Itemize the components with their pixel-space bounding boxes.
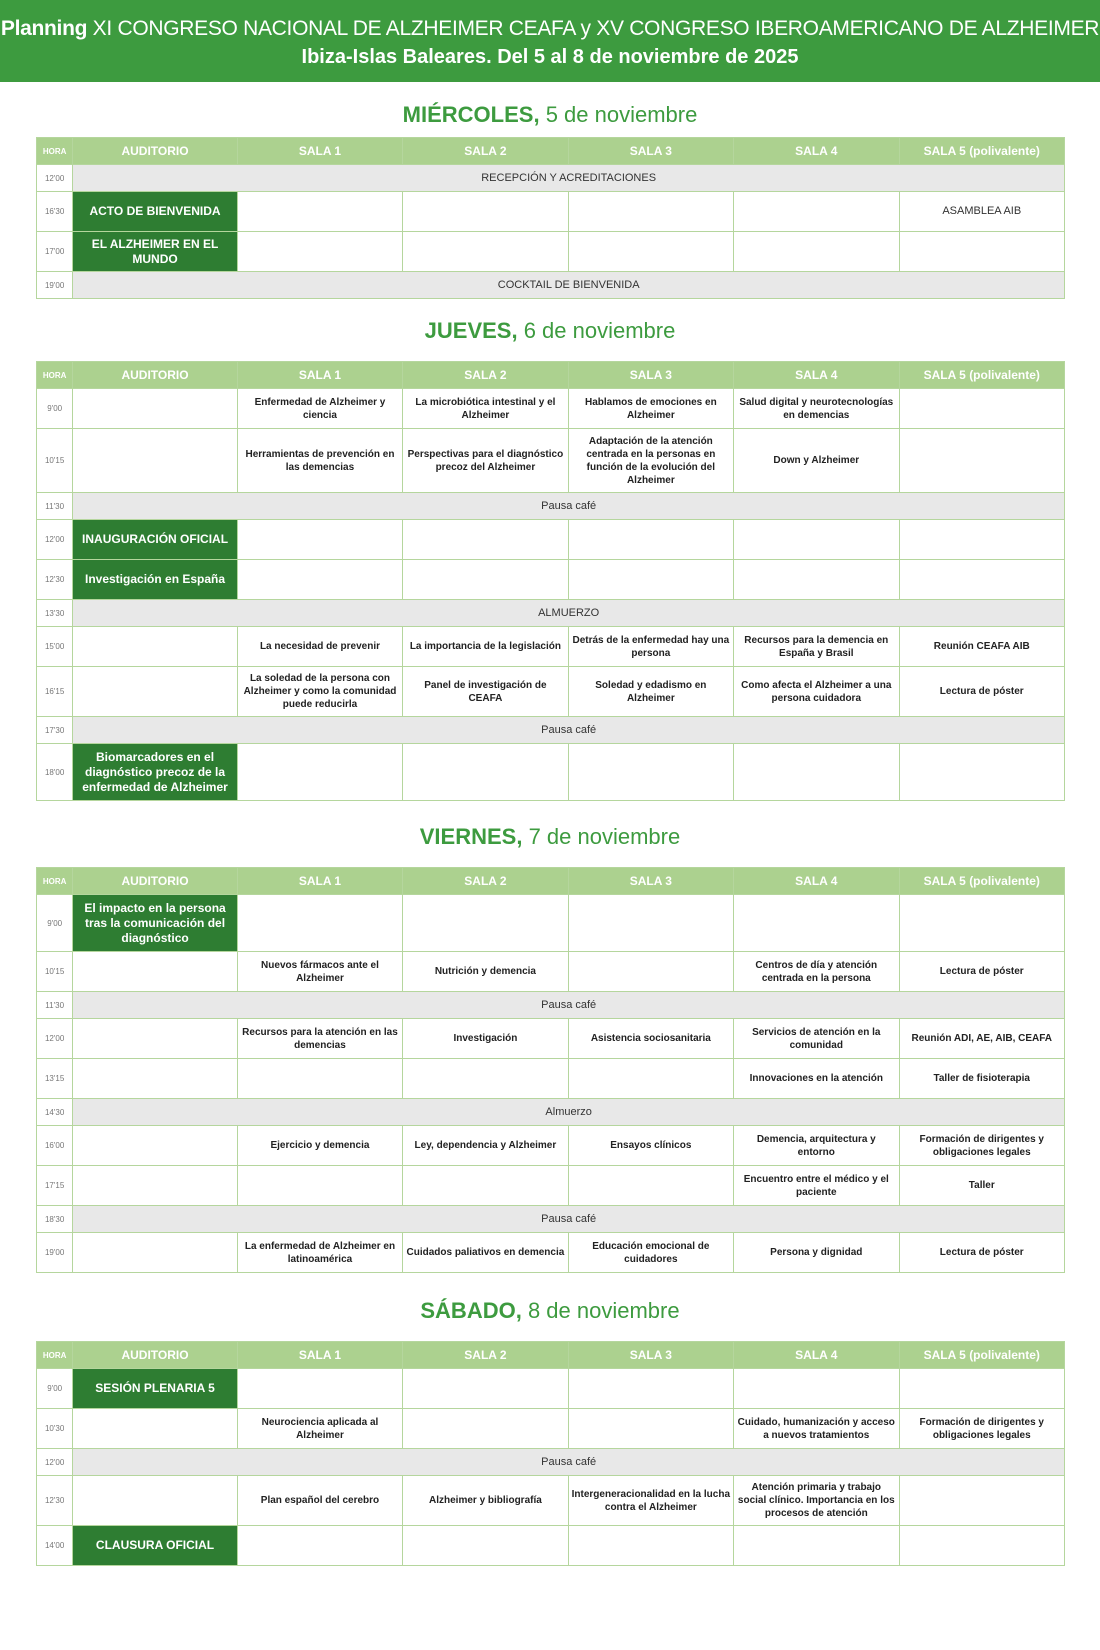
session-cell: Lectura de póster: [899, 1233, 1065, 1273]
day-title: [0, 101, 1100, 129]
day-title: [0, 1297, 1100, 1325]
time-cell: 12'00: [37, 520, 73, 560]
session-cell: Salud digital y neurotecnologías en demencias: [734, 389, 899, 429]
time-cell: 14'30: [37, 1099, 73, 1126]
session-cell: Nuevos fármacos ante el Alzheimer: [237, 952, 402, 992]
empty-cell: [899, 560, 1065, 600]
break-cell: RECEPCIÓN Y ACREDITACIONES: [73, 165, 1065, 192]
auditorio-session: EL ALZHEIMER EN EL MUNDO: [73, 232, 237, 272]
session-cell: Recursos para la demencia en España y Brasil: [734, 627, 899, 667]
session-cell: Taller de fisioterapia: [899, 1059, 1065, 1099]
empty-cell: [899, 1369, 1065, 1409]
empty-cell: [237, 1526, 402, 1566]
column-header: SALA 3: [568, 1342, 733, 1369]
column-header: SALA 2: [403, 138, 568, 165]
empty-cell: [403, 1526, 568, 1566]
session-cell: Centros de día y atención centrada en la persona: [734, 952, 899, 992]
empty-cell: [403, 192, 568, 232]
time-cell: 19'00: [37, 272, 73, 299]
day-date: 8 de noviembre: [527, 1298, 680, 1323]
auditorio-session: Investigación en España: [73, 560, 237, 600]
empty-cell: [237, 560, 402, 600]
break-cell: Pausa café: [73, 992, 1065, 1019]
column-header: SALA 1: [237, 138, 402, 165]
column-header: SALA 3: [568, 868, 733, 895]
day-date: 6 de noviembre: [523, 318, 676, 343]
session-cell: Soledad y edadismo en Alzheimer: [568, 667, 733, 717]
time-cell: 18'30: [37, 1206, 73, 1233]
column-header: SALA 5 (polivalente): [899, 868, 1065, 895]
empty-cell: [403, 895, 568, 952]
empty-cell: [734, 1369, 899, 1409]
time-cell: 10'30: [37, 1409, 73, 1449]
session-cell: Recursos para la atención en las demencias: [237, 1019, 402, 1059]
session-cell: Reunión CEAFA AIB: [899, 627, 1065, 667]
empty-cell: [403, 232, 568, 272]
day-date: 7 de noviembre: [528, 824, 681, 849]
time-cell: 13'15: [37, 1059, 73, 1099]
empty-cell: [237, 744, 402, 801]
column-header: SALA 2: [403, 1342, 568, 1369]
session-cell: ASAMBLEA AIB: [899, 192, 1065, 232]
empty-cell: [73, 1126, 237, 1166]
auditorio-session: SESIÓN PLENARIA 5: [73, 1369, 237, 1409]
session-row: [37, 520, 1065, 560]
column-header: SALA 3: [568, 362, 733, 389]
empty-cell: [734, 232, 899, 272]
column-header-row: [37, 138, 1065, 165]
column-header: SALA 1: [237, 362, 402, 389]
empty-cell: [403, 1409, 568, 1449]
session-cell: Ensayos clínicos: [568, 1126, 733, 1166]
time-cell: 18'00: [37, 744, 73, 801]
empty-cell: [403, 560, 568, 600]
session-row: [37, 560, 1065, 600]
session-row: [37, 952, 1065, 992]
time-cell: 9'00: [37, 1369, 73, 1409]
column-header: SALA 1: [237, 1342, 402, 1369]
column-header: SALA 1: [237, 868, 402, 895]
column-header: SALA 5 (polivalente): [899, 1342, 1065, 1369]
empty-cell: [899, 1526, 1065, 1566]
column-header: HORA: [37, 1342, 73, 1369]
session-cell: Atención primaria y trabajo social clínico. Importancia en los procesos de atención: [734, 1476, 899, 1526]
break-row: [37, 1206, 1065, 1233]
empty-cell: [568, 744, 733, 801]
session-cell: Detrás de la enfermedad hay una persona: [568, 627, 733, 667]
time-cell: 13'30: [37, 600, 73, 627]
session-cell: Formación de dirigentes y obligaciones legales: [899, 1409, 1065, 1449]
column-header: SALA 3: [568, 138, 733, 165]
day-name: VIERNES,: [419, 824, 523, 849]
auditorio-session: ACTO DE BIENVENIDA: [73, 192, 237, 232]
session-cell: La necesidad de prevenir: [237, 627, 402, 667]
time-cell: 17'00: [37, 232, 73, 272]
auditorio-session: CLAUSURA OFICIAL: [73, 1526, 237, 1566]
session-cell: Adaptación de la atención centrada en la personas en función de la evolución del Alzheimer: [568, 429, 733, 493]
empty-cell: [73, 1166, 237, 1206]
empty-cell: [568, 232, 733, 272]
column-header: SALA 2: [403, 868, 568, 895]
empty-cell: [73, 1019, 237, 1059]
session-row: [37, 429, 1065, 493]
empty-cell: [568, 1369, 733, 1409]
session-cell: Asistencia sociosanitaria: [568, 1019, 733, 1059]
time-cell: 16'15: [37, 667, 73, 717]
empty-cell: [734, 520, 899, 560]
empty-cell: [568, 895, 733, 952]
time-cell: 19'00: [37, 1233, 73, 1273]
day-name: MIÉRCOLES,: [402, 102, 540, 127]
empty-cell: [568, 1166, 733, 1206]
session-cell: Herramientas de prevención en las demencias: [237, 429, 402, 493]
empty-cell: [403, 1369, 568, 1409]
empty-cell: [568, 1526, 733, 1566]
column-header: HORA: [37, 138, 73, 165]
empty-cell: [568, 1059, 733, 1099]
session-row: [37, 1409, 1065, 1449]
session-cell: La enfermedad de Alzheimer en latinoamérica: [237, 1233, 402, 1273]
auditorio-session: Biomarcadores en el diagnóstico precoz de la enfermedad de Alzheimer: [73, 744, 237, 801]
session-row: [37, 627, 1065, 667]
session-cell: Educación emocional de cuidadores: [568, 1233, 733, 1273]
session-row: [37, 1126, 1065, 1166]
session-cell: Ejercicio y demencia: [237, 1126, 402, 1166]
planning-label: Planning: [0, 17, 88, 40]
break-row: [37, 165, 1065, 192]
empty-cell: [73, 1233, 237, 1273]
empty-cell: [73, 952, 237, 992]
empty-cell: [568, 952, 733, 992]
column-header: SALA 5 (polivalente): [899, 362, 1065, 389]
break-row: [37, 1099, 1065, 1126]
session-row: [37, 1369, 1065, 1409]
day-name: SÁBADO,: [420, 1298, 522, 1323]
empty-cell: [568, 1409, 733, 1449]
empty-cell: [403, 1166, 568, 1206]
session-cell: Formación de dirigentes y obligaciones legales: [899, 1126, 1065, 1166]
column-header: AUDITORIO: [73, 362, 237, 389]
empty-cell: [73, 1409, 237, 1449]
column-header: SALA 4: [734, 362, 899, 389]
session-row: [37, 1526, 1065, 1566]
session-row: [37, 232, 1065, 272]
session-cell: Intergeneracionalidad en la lucha contra el Alzheimer: [568, 1476, 733, 1526]
empty-cell: [237, 192, 402, 232]
empty-cell: [734, 192, 899, 232]
time-cell: 16'00: [37, 1126, 73, 1166]
empty-cell: [237, 895, 402, 952]
time-cell: 16'30: [37, 192, 73, 232]
empty-cell: [899, 1476, 1065, 1526]
empty-cell: [237, 520, 402, 560]
session-row: [37, 192, 1065, 232]
auditorio-session: El impacto en la persona tras la comunicación del diagnóstico: [73, 895, 237, 952]
empty-cell: [568, 560, 733, 600]
empty-cell: [73, 389, 237, 429]
empty-cell: [73, 1059, 237, 1099]
session-cell: Reunión ADI, AE, AIB, CEAFA: [899, 1019, 1065, 1059]
session-cell: Investigación: [403, 1019, 568, 1059]
break-cell: ALMUERZO: [73, 600, 1065, 627]
session-cell: Demencia, arquitectura y entorno: [734, 1126, 899, 1166]
column-header: AUDITORIO: [73, 138, 237, 165]
column-header: HORA: [37, 868, 73, 895]
session-cell: Cuidados paliativos en demencia: [403, 1233, 568, 1273]
time-cell: 9'00: [37, 389, 73, 429]
session-cell: La importancia de la legislación: [403, 627, 568, 667]
break-cell: Pausa café: [73, 1449, 1065, 1476]
session-cell: La soledad de la persona con Alzheimer y como la comunidad puede reducirla: [237, 667, 402, 717]
break-cell: Pausa café: [73, 1206, 1065, 1233]
session-cell: Ley, dependencia y Alzheimer: [403, 1126, 568, 1166]
congress-subtitle: Ibiza-Islas Baleares. Del 5 al 8 de noviembre de 2025: [301, 46, 799, 68]
time-cell: 10'15: [37, 952, 73, 992]
break-row: [37, 600, 1065, 627]
session-cell: Persona y dignidad: [734, 1233, 899, 1273]
time-cell: 17'15: [37, 1166, 73, 1206]
break-cell: Almuerzo: [73, 1099, 1065, 1126]
empty-cell: [403, 520, 568, 560]
schedule-table: [36, 137, 1065, 299]
empty-cell: [734, 560, 899, 600]
column-header-row: [37, 868, 1065, 895]
session-cell: La microbiótica intestinal y el Alzheimer: [403, 389, 568, 429]
empty-cell: [237, 1059, 402, 1099]
header-title-line: [0, 16, 1100, 42]
column-header: SALA 4: [734, 138, 899, 165]
session-row: [37, 1019, 1065, 1059]
day-date: 5 de noviembre: [545, 102, 698, 127]
empty-cell: [237, 232, 402, 272]
empty-cell: [73, 429, 237, 493]
day-title: [0, 823, 1100, 851]
time-cell: 9'00: [37, 895, 73, 952]
time-cell: 12'30: [37, 1476, 73, 1526]
session-row: [37, 389, 1065, 429]
break-row: [37, 493, 1065, 520]
time-cell: 12'00: [37, 165, 73, 192]
page-header: [0, 0, 1100, 82]
session-cell: Alzheimer y bibliografía: [403, 1476, 568, 1526]
time-cell: 17'30: [37, 717, 73, 744]
session-cell: Lectura de póster: [899, 952, 1065, 992]
schedule-table: [36, 361, 1065, 801]
column-header: AUDITORIO: [73, 868, 237, 895]
time-cell: 12'00: [37, 1449, 73, 1476]
time-cell: 11'30: [37, 992, 73, 1019]
empty-cell: [899, 744, 1065, 801]
session-row: [37, 1166, 1065, 1206]
session-row: [37, 667, 1065, 717]
session-cell: Hablamos de emociones en Alzheimer: [568, 389, 733, 429]
break-row: [37, 992, 1065, 1019]
empty-cell: [899, 895, 1065, 952]
session-row: [37, 1233, 1065, 1273]
column-header-row: [37, 1342, 1065, 1369]
session-row: [37, 1476, 1065, 1526]
empty-cell: [734, 1526, 899, 1566]
break-row: [37, 1449, 1065, 1476]
empty-cell: [73, 627, 237, 667]
column-header: HORA: [37, 362, 73, 389]
empty-cell: [568, 520, 733, 560]
empty-cell: [73, 667, 237, 717]
break-cell: COCKTAIL DE BIENVENIDA: [73, 272, 1065, 299]
time-cell: 11'30: [37, 493, 73, 520]
session-cell: Down y Alzheimer: [734, 429, 899, 493]
session-cell: Lectura de póster: [899, 667, 1065, 717]
column-header: SALA 4: [734, 868, 899, 895]
time-cell: 14'00: [37, 1526, 73, 1566]
session-cell: Perspectivas para el diagnóstico precoz del Alzheimer: [403, 429, 568, 493]
session-cell: Enfermedad de Alzheimer y ciencia: [237, 389, 402, 429]
empty-cell: [734, 895, 899, 952]
empty-cell: [899, 232, 1065, 272]
session-row: [37, 895, 1065, 952]
time-cell: 10'15: [37, 429, 73, 493]
empty-cell: [403, 1059, 568, 1099]
empty-cell: [568, 192, 733, 232]
column-header-row: [37, 362, 1065, 389]
session-cell: Innovaciones en la atención: [734, 1059, 899, 1099]
break-cell: Pausa café: [73, 717, 1065, 744]
empty-cell: [899, 389, 1065, 429]
session-cell: Cuidado, humanización y acceso a nuevos tratamientos: [734, 1409, 899, 1449]
empty-cell: [237, 1369, 402, 1409]
time-cell: 15'00: [37, 627, 73, 667]
session-cell: Servicios de atención en la comunidad: [734, 1019, 899, 1059]
session-cell: Encuentro entre el médico y el paciente: [734, 1166, 899, 1206]
session-cell: Panel de investigación de CEAFA: [403, 667, 568, 717]
empty-cell: [73, 1476, 237, 1526]
session-cell: Taller: [899, 1166, 1065, 1206]
time-cell: 12'00: [37, 1019, 73, 1059]
empty-cell: [899, 520, 1065, 560]
break-row: [37, 272, 1065, 299]
day-title: [0, 317, 1100, 345]
column-header: SALA 4: [734, 1342, 899, 1369]
session-cell: Neurociencia aplicada al Alzheimer: [237, 1409, 402, 1449]
column-header: SALA 2: [403, 362, 568, 389]
empty-cell: [403, 744, 568, 801]
auditorio-session: INAUGURACIÓN OFICIAL: [73, 520, 237, 560]
empty-cell: [734, 744, 899, 801]
empty-cell: [237, 1166, 402, 1206]
break-cell: Pausa café: [73, 493, 1065, 520]
schedule-table: [36, 867, 1065, 1273]
column-header: AUDITORIO: [73, 1342, 237, 1369]
session-cell: Nutrición y demencia: [403, 952, 568, 992]
session-cell: Plan español del cerebro: [237, 1476, 402, 1526]
session-row: [37, 1059, 1065, 1099]
schedule-table: [36, 1341, 1065, 1566]
session-cell: Como afecta el Alzheimer a una persona cuidadora: [734, 667, 899, 717]
day-name: JUEVES,: [424, 318, 518, 343]
session-row: [37, 744, 1065, 801]
column-header: SALA 5 (polivalente): [899, 138, 1065, 165]
empty-cell: [899, 429, 1065, 493]
break-row: [37, 717, 1065, 744]
congress-title: XI CONGRESO NACIONAL DE ALZHEIMER CEAFA y XV CONGRESO IBEROAMERICANO DE ALZHEIMER: [92, 17, 1100, 40]
time-cell: 12'30: [37, 560, 73, 600]
